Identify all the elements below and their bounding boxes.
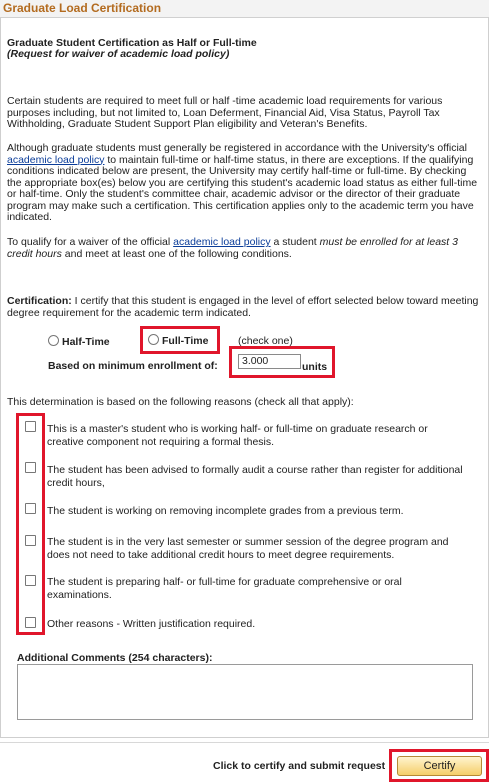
reason-1-text: This is a master's student who is working half- or full-time on graduate research or creative component not requiring a formal thesis.	[47, 423, 428, 448]
form-heading: Graduate Student Certification as Half or Full-time	[7, 37, 257, 49]
min-enrollment-input[interactable]: 3.000	[238, 354, 301, 369]
page-title: Graduate Load Certification	[3, 1, 162, 15]
form-subheading: (Request for waiver of academic load policy)	[7, 48, 230, 60]
certification-text: I certify that this student is engaged in the level of effort selected below toward meeting degree requirement for the academic term indicated.	[7, 295, 479, 319]
certification-label: Certification:	[7, 295, 72, 307]
full-time-label: Full-Time	[162, 335, 209, 347]
reason-1-checkbox[interactable]	[25, 421, 36, 432]
academic-load-policy-link-2[interactable]: academic load policy	[173, 236, 271, 248]
check-one-note: (check one)	[238, 335, 293, 347]
academic-load-policy-link[interactable]: academic load policy	[7, 153, 105, 166]
intro-paragraph-2-end: to maintain full-time or half-time status, in there are exceptions. If the qualifying conditions indicated below are present, the University may certify half-time or full-time. By checking the appropriate box(es) below you are certifying this student's academic load status as either full-time or half-time. Only the student's committee chair, academic advisor or the director of their graduate program may make such a certification. This certification applies only to the academic term you have indicated.	[7, 153, 478, 223]
intro-paragraph-2	[7, 143, 481, 224]
reason-2-checkbox[interactable]	[25, 462, 36, 473]
full-time-option[interactable]	[148, 334, 208, 347]
half-time-label: Half-Time	[62, 336, 110, 348]
intro-paragraph-3-emphasis: must be enrolled for at least 3 credit hours	[7, 236, 458, 260]
reason-3-checkbox[interactable]	[25, 503, 36, 514]
reasons-checkbox-highlight	[16, 413, 45, 635]
intro-paragraph-3-end: and meet at least one of the following conditions.	[61, 247, 292, 260]
reason-3-text: The student is working on removing incomplete grades from a previous term.	[47, 505, 404, 517]
units-label: units	[302, 361, 328, 373]
reason-4-text: The student is in the very last semester or summer session of the degree program and does not need to take additional credit hours to meet degree requirements.	[47, 536, 449, 561]
reason-5-text: The student is preparing half- or full-time for graduate comprehensive or oral examinations.	[47, 576, 402, 601]
certification-statement	[7, 296, 481, 319]
certify-prompt: Click to certify and submit request	[213, 760, 386, 772]
min-enrollment-label: Based on minimum enrollment of:	[48, 360, 218, 372]
intro-paragraph-3	[7, 237, 481, 260]
reasons-intro: This determination is based on the following reasons (check all that apply):	[7, 396, 354, 408]
footer-divider	[0, 742, 489, 743]
reason-4-checkbox[interactable]	[25, 535, 36, 546]
reason-5-checkbox[interactable]	[25, 575, 36, 586]
intro-paragraph-3-mid: a student	[270, 236, 320, 248]
reason-2-text: The student has been advised to formally audit a course rather than register for additional credit hours,	[47, 464, 463, 489]
page-title-bar	[0, 0, 489, 18]
reason-6-text: Other reasons - Written justification required.	[47, 618, 256, 630]
intro-paragraph-1: Certain students are required to meet full or half -time academic load requirements for various purposes including, but not limited to, Loan Deferment, Financial Aid, Visa Status, Payroll Tax Withholding, Graduate Student Support Plan eligibility and Veteran's Benefits.	[7, 95, 443, 130]
half-time-option[interactable]	[48, 335, 110, 348]
half-time-radio[interactable]	[48, 335, 59, 346]
full-time-radio[interactable]	[148, 334, 159, 345]
additional-comments-textarea[interactable]	[17, 664, 473, 720]
certify-button[interactable]: Certify	[397, 756, 482, 776]
reason-6-checkbox[interactable]	[25, 617, 36, 628]
comments-label: Additional Comments (254 characters):	[17, 652, 213, 664]
intro-paragraph-3-start: To qualify for a waiver of the official	[7, 236, 174, 248]
intro-paragraph-2-start: Although graduate students must generally be registered in accordance with the University's official	[7, 142, 467, 154]
